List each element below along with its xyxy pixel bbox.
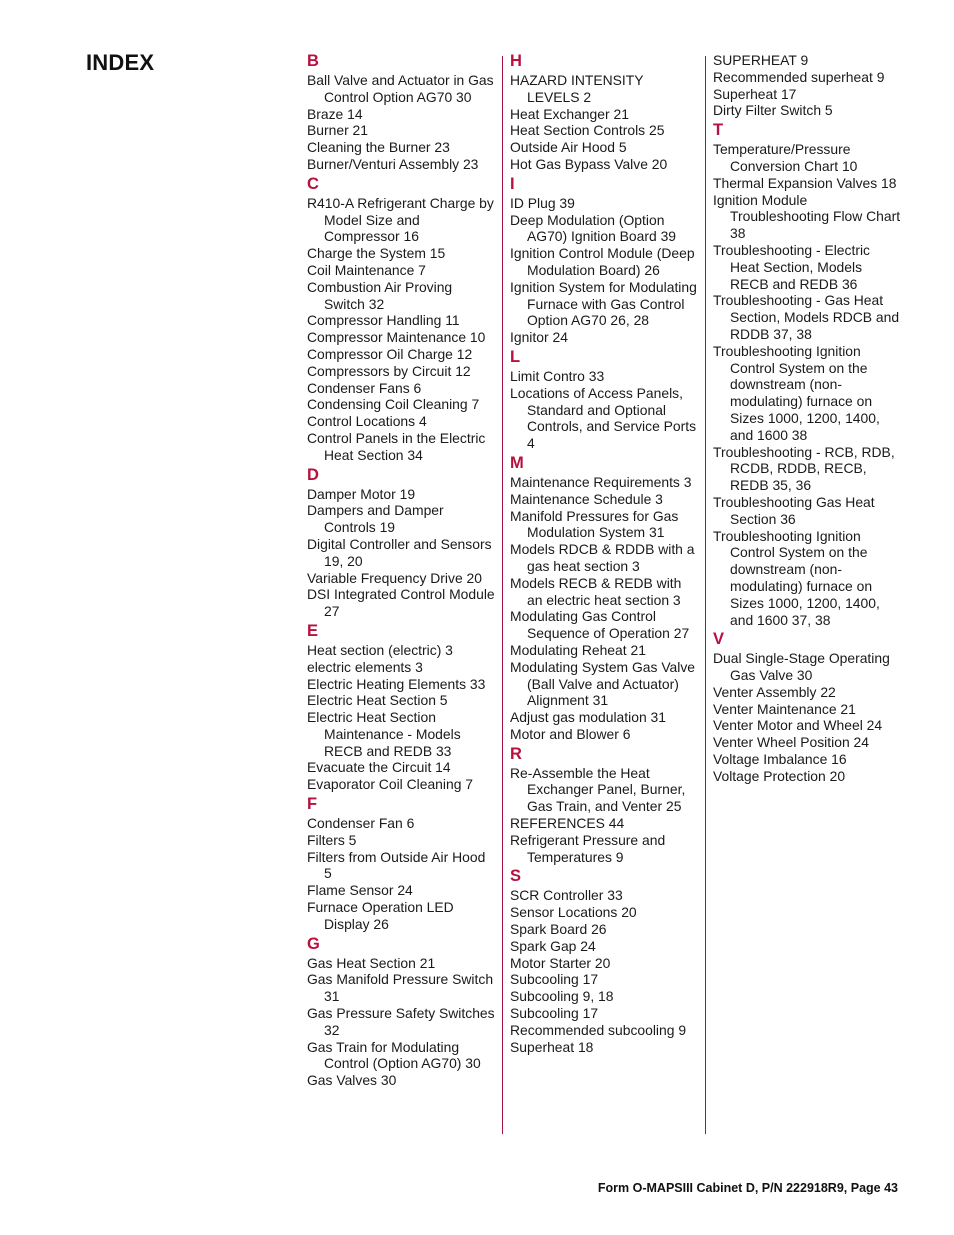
index-entry: ID Plug 39 [510,194,575,211]
index-letter-f: F [307,795,318,814]
index-entry: Maintenance Schedule 3 [510,490,663,507]
index-entry: Braze 14 [307,105,363,122]
index-entry: Venter Motor and Wheel 24 [713,717,883,734]
index-entry: Heat Exchanger 21 [510,105,629,122]
index-entry: Evacuate the Circuit 14 [307,759,451,776]
index-entry: Gas Heat Section 21 [307,954,436,971]
index-letter-t: T [713,121,724,140]
index-letter-h: H [510,52,522,70]
index-entry: Spark Board 26 [510,921,607,938]
index-letter-i: I [510,174,515,193]
index-entry: Motor Starter 20 [510,954,611,971]
index-letter-m: M [510,453,524,472]
index-entry: Condensing Coil Cleaning 7 [307,396,480,413]
index-entry: REFERENCES 44 [510,815,625,832]
index-column-3 [713,52,901,785]
index-entry: Evaporator Coil Cleaning 7 [307,776,474,793]
index-entry: Locations of Access Panels, Standard and Optional Controls, and Service Ports 4 [510,384,697,452]
index-entry: Ignition Module Troubleshooting Flow Chart 38 [713,191,901,242]
index-entry: Dual Single-Stage Operating Gas Valve 30 [713,650,890,684]
index-entry: Voltage Imbalance 16 [713,751,847,768]
index-entry: Flame Sensor 24 [307,882,413,899]
page-title: INDEX [86,50,155,75]
index-entry: HAZARD INTENSITY LEVELS 2 [510,72,644,105]
index-entry: Superheat 17 [713,85,797,102]
index-entry: electric elements 3 [307,658,423,675]
index-letter-c: C [307,174,319,193]
index-entry: Ball Valve and Actuator in Gas Control Option AG70 30 [307,72,494,105]
index-entry: Gas Manifold Pressure Switch 31 [307,971,494,1005]
index-entry: Filters from Outside Air Hood 5 [307,848,486,882]
index-entry: Models RECB & REDB with an electric heat section 3 [510,574,682,608]
index-entry: Variable Frequency Drive 20 [307,569,483,586]
index-entry: Condenser Fan 6 [307,815,415,832]
index-letter-v: V [713,630,725,649]
index-entry: Electric Heat Section 5 [307,692,448,709]
index-entry: Recommended superheat 9 [713,68,885,85]
index-entry: Control Panels in the Electric Heat Section 34 [307,429,486,463]
index-entry: Combustion Air Proving Switch 32 [307,278,453,312]
index-entry: R410-A Refrigerant Charge by Model Size and Compressor 16 [307,194,494,245]
index-entry: Heat section (electric) 3 [307,641,453,658]
index-entry: Compressor Handling 11 [307,312,460,329]
index-letter-b: B [307,52,319,70]
index-entry: Dampers and Damper Controls 19 [307,502,444,536]
index-entry: Outside Air Hood 5 [510,139,627,156]
index-entry: Electric Heating Elements 33 [307,675,486,692]
index-entry: Charge the System 15 [307,245,446,262]
index-entry: DSI Integrated Control Module 27 [307,586,495,620]
index-entry: Furnace Operation LED Display 26 [307,899,454,932]
index-entry: Compressors by Circuit 12 [307,362,471,379]
index-entry: Spark Gap 24 [510,937,596,954]
index-letter-r: R [510,744,522,763]
index-entry: Gas Train for Modulating Control (Option AG70) 30 [307,1038,481,1072]
index-entry: Voltage Protection 20 [713,767,846,784]
index-entry: Cleaning the Burner 23 [307,139,450,156]
index-entry: Filters 5 [307,831,357,848]
index-entry: Subcooling 17 [510,1005,599,1022]
index-letter-d: D [307,465,319,484]
index-entry: Venter Wheel Position 24 [713,734,869,751]
index-entry: Re-Assemble the Heat Exchanger Panel, Burner, Gas Train, and Venter 25 [510,764,686,815]
index-entry: Troubleshooting Ignition Control System on the downstream (non-modulating) furnace on Sizes 1000, 1200, 1400, and 1600 37, 38 [713,527,880,628]
index-entry: Condenser Fans 6 [307,379,422,396]
index-entry: Troubleshooting Gas Heat Section 36 [713,493,875,527]
index-entry: Gas Pressure Safety Switches 32 [307,1005,495,1038]
index-letter-l: L [510,347,521,366]
index-entry: Limit Contro 33 [510,367,605,384]
index-entry: Damper Motor 19 [307,485,416,502]
page-footer: Form O-MAPSIII Cabinet D, P/N 222918R9, Page 43 [597,1181,898,1195]
index-entry: Subcooling 17 [510,971,599,988]
index-entry: Troubleshooting - RCB, RDB, RCDB, RDDB, RECB, REDB 35, 36 [713,443,895,494]
index-entry: Troubleshooting Ignition Control System on the downstream (non-modulating) furnace on Sizes 1000, 1200, 1400, and 1600 38 [713,342,880,443]
index-entry: SUPERHEAT 9 [713,52,809,68]
index-entry: Troubleshooting - Gas Heat Section, Models RDCB and RDDB 37, 38 [713,292,900,342]
index-entry: Modulating Reheat 21 [510,641,646,658]
index-entry: Ignitor 24 [510,329,568,346]
index-entry: Venter Assembly 22 [713,683,836,700]
index-column-1 [307,52,495,1089]
index-entry: Troubleshooting - Electric Heat Section, Models RECB and REDB 36 [713,241,870,292]
index-entry: Hot Gas Bypass Valve 20 [510,155,668,172]
index-entry: Subcooling 9, 18 [510,988,614,1005]
index-entry: Thermal Expansion Valves 18 [713,174,897,191]
index-entry: Manifold Pressures for Gas Modulation System 31 [510,507,679,541]
index-column-2 [510,52,698,1055]
index-entry: Motor and Blower 6 [510,725,631,742]
index-entry: Modulating Gas Control Sequence of Operation 27 [510,608,690,642]
column-divider [705,56,706,1134]
index-entry: Coil Maintenance 7 [307,261,426,278]
index-entry: Deep Modulation (Option AG70) Ignition Board 39 [510,211,677,245]
index-letter-g: G [307,934,320,953]
index-entry: SCR Controller 33 [510,887,623,904]
index-letter-e: E [307,621,319,640]
index-entry: Temperature/Pressure Conversion Chart 10 [713,141,858,174]
index-entry: Compressor Maintenance 10 [307,329,486,346]
index-entry: Modulating System Gas Valve (Ball Valve and Actuator) Alignment 31 [510,658,696,709]
index-entry: Models RDCB & RDDB with a gas heat section 3 [510,541,695,574]
index-entry: Control Locations 4 [307,413,427,430]
index-entry: Burner/Venturi Assembly 23 [307,155,479,172]
index-entry: Burner 21 [307,122,369,139]
index-entry: Superheat 18 [510,1038,594,1055]
index-entry: Adjust gas modulation 31 [510,709,666,726]
index-entry: Heat Section Controls 25 [510,122,665,139]
index-entry: Compressor Oil Charge 12 [307,345,473,362]
index-entry: Dirty Filter Switch 5 [713,102,833,119]
index-letter-s: S [510,867,522,886]
column-divider [502,56,503,1134]
index-entry: Venter Maintenance 21 [713,700,856,717]
index-entry: Sensor Locations 20 [510,904,637,921]
index-entry: Recommended subcooling 9 [510,1021,687,1038]
index-entry: Digital Controller and Sensors 19, 20 [307,535,492,569]
index-entry: Refrigerant Pressure and Temperatures 9 [510,831,666,865]
index-entry: Gas Valves 30 [307,1072,397,1089]
index-entry: Maintenance Requirements 3 [510,473,692,490]
index-entry: Ignition Control Module (Deep Modulation Board) 26 [510,245,695,278]
index-entry: Electric Heat Section Maintenance - Models RECB and REDB 33 [307,709,461,759]
index-entry: Ignition System for Modulating Furnace with Gas Control Option AG70 26, 28 [510,278,697,329]
